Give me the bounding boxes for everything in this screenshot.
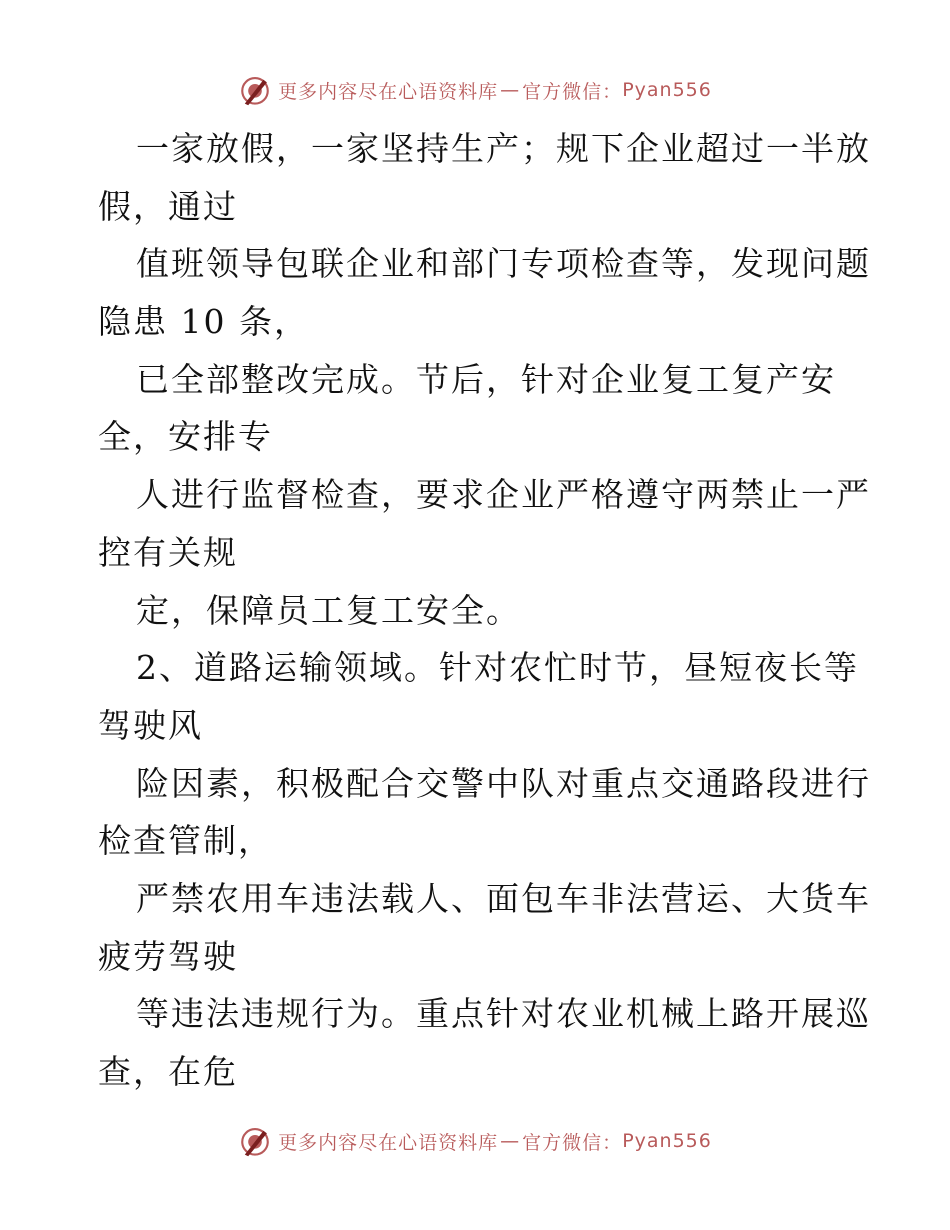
text-line: 人进行监督检查，要求企业严格遵守两禁止一严 (136, 475, 871, 515)
watermark-wechat-label: 官方微信： (522, 1131, 623, 1154)
watermark-wechat-id: Pyan556 (622, 1130, 712, 1152)
text-line: 严禁农用车违法载人、面包车非法营运、大货车 (136, 878, 871, 918)
text-line: 已全部整改完成。节后，针对企业复工复产安 (136, 359, 836, 399)
header-watermark (0, 70, 950, 110)
text-line: 隐患 10 条， (98, 302, 309, 342)
watermark-text: 更多内容尽在心语资料库 (278, 80, 499, 103)
text-line: 检查管制， (98, 821, 273, 861)
watermark-text: 更多内容尽在心语资料库 (278, 1131, 499, 1154)
watermark-separator: — (500, 1130, 521, 1152)
text-line: 定，保障员工复工安全。 (136, 590, 521, 630)
text-line: 一家放假，一家坚持生产；规下企业超过一半放 (136, 129, 871, 168)
pen-logo-icon (238, 1124, 272, 1158)
text-line: 疲劳驾驶 (98, 936, 238, 976)
text-line: 险因素，积极配合交警中队对重点交通路段进行 (136, 763, 871, 803)
watermark-wechat-id: Pyan556 (622, 79, 712, 101)
watermark-separator: — (500, 79, 521, 101)
pen-logo-icon (238, 73, 272, 107)
text-line: 全，安排专 (98, 417, 273, 457)
text-line: 假，通过 (98, 186, 238, 226)
document-body (98, 120, 871, 1101)
watermark-wechat-label: 官方微信： (522, 80, 623, 103)
text-line: 2、道路运输领域。针对农忙时节，昼短夜长等 (136, 648, 859, 688)
text-line: 值班领导包联企业和部门专项检查等，发现问题 (136, 244, 871, 284)
text-line: 等违法违规行为。重点针对农业机械上路开展巡 (136, 994, 871, 1034)
text-line: 控有关规 (98, 532, 238, 572)
text-line: 查，在危 (98, 1052, 238, 1091)
footer-watermark (0, 1121, 950, 1161)
text-line: 驾驶风 (98, 705, 203, 745)
